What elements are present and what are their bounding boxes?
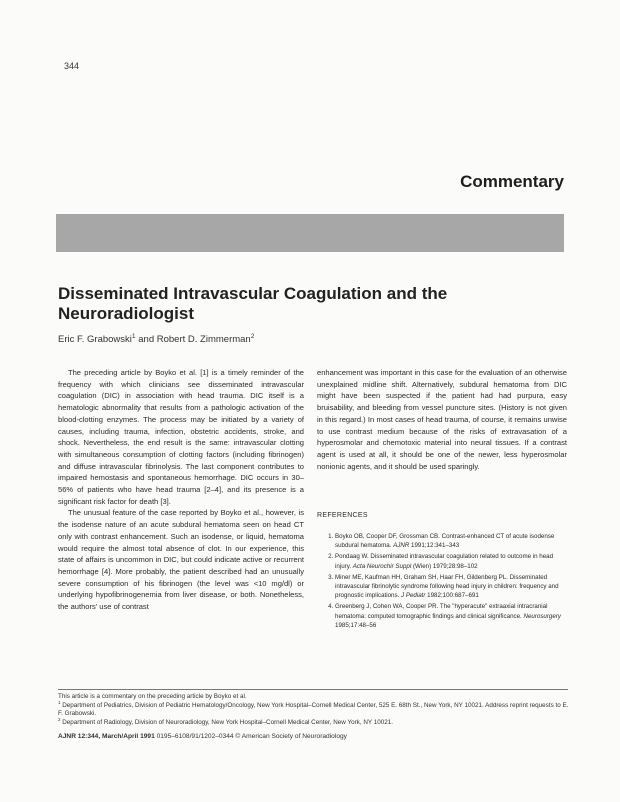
author-2: Robert D. Zimmerman: [156, 334, 251, 345]
references-heading: REFERENCES: [317, 512, 368, 520]
reference-item: 4. Greenberg J, Cohen WA, Cooper PR. The "hyperacute" extraaxial intracranial hematoma: computed tomographic findings and clinical significance. Neurosurgery 1985;17:48–56: [335, 602, 567, 630]
footnote-commentary-note: This article is a commentary on the preceding article by Boyko et al.: [58, 693, 247, 700]
journal-citation: AJNR 12:344, March/April 1991: [58, 733, 155, 740]
footnotes: [58, 693, 570, 727]
body-column-left: [58, 367, 304, 613]
body-paragraph-2: The unusual feature of the case reported by Boyko et al., however, is the isodense nature of an acute subdural hematoma seen on head CT only with contrast enhancement. Such an isodense, or liquid, hematoma would require the almost total absence of clot. In our experience, this state of affairs is uncommon in DIC, but could indicate active or recurrent hemorrhage [4]. More probably, the patient described had an unusually severe consumption of his fibrinogen (the level was <10 mg/dl) or underlying hypofibrinogenemia from liver disease, or both. Nonetheless, the authors' use of contrast: [58, 508, 304, 612]
footnote-affiliation-2: $^2$ Department of Radiology, Division of Neuroradiology, New York Hospital–Cornell Medical Center, New York, NY 10021.: [58, 716, 393, 726]
footnote-divider: [58, 689, 568, 690]
reference-item: 1. Boyko OB, Cooper DF, Grossman CB. Contrast-enhanced CT of acute isodense subdural hematoma. AJNR 1991;12:341–343: [335, 532, 567, 550]
section-label: Commentary: [460, 172, 564, 191]
article-title: Disseminated Intravascular Coagulation and the Neuroradiologist: [58, 284, 448, 323]
body-paragraph-3: enhancement was important in this case for the evaluation of an otherwise unexplained midline shift. Alternatively, subdural hematoma from DIC might have been suspected if the patient had had purpura, easy bruisability, and bleeding from vessel puncture sites. (History is not given in this regard.) In most cases of head trauma, of course, it remains unwise to use contrast medium because of the risks of extravasation of a hyperosmolar and chemotoxic material into neural tissues. If a contrast agent is used at all, it should be one of the newer, less hyperosmolar nonionic agents, and it should be used sparingly.: [317, 368, 567, 471]
author-1-affiliation-mark: 1: [131, 332, 136, 340]
header-band: [56, 214, 564, 252]
page-number: 344: [64, 61, 80, 71]
reference-item: 3. Miner ME, Kaufman HH, Graham SH, Haar FH, Gildenberg PL. Disseminated intravascular fibrinolytic syndrome following head injury in children: frequency and prognostic implications. J Pediatr 1982;100:687–691: [335, 573, 567, 601]
footnote-affiliation-1: $^1$ Department of Pediatrics, Division of Pediatric Hematology/Oncology, New York Hospital–Cornell Medical Center, 525 E. 68th St., New York, NY 10021. Address reprint requests to E. F. Grabowski.: [58, 699, 569, 718]
author-1: Eric F. Grabowski: [58, 334, 132, 345]
journal-copyright: 0195–6108/91/1202–0344 © American Society of Neuroradiology: [154, 733, 347, 740]
author-connector: and: [135, 334, 157, 345]
reference-item: 2. Pondaag W. Disseminated intravascular coagulation related to outcome in head injury. Acta Neurochir Suppl (Wien) 1979;28:98–102: [335, 552, 567, 570]
reference-list: [317, 532, 567, 630]
body-paragraph-1: The preceding article by Boyko et al. [1] is a timely reminder of the frequency with which clinicians see disseminated intravascular coagulation (DIC) in association with head trauma. DIC itself is a hematologic abnormality that results from a pathologic activation of the blood-clotting enzymes. The process may be initiated by a variety of causes, including trauma, infection, obstetric accidents, stroke, and shock. Nevertheless, the end result is the same: intravascular clotting with simultaneous consumption of clotting factors (including fibrinogen) and diffuse intravascular fibrinolysis. The last component contributes to impaired hemostasis and spontaneous hemorrhage. DIC occurs in 30–56% of patients who have head trauma [2–4], and its presence is a significant risk factor for death [3].: [58, 368, 304, 506]
journal-citation-line: [58, 733, 347, 740]
author-line: [58, 334, 254, 345]
body-column-right: [317, 367, 567, 632]
author-2-affiliation-mark: 2: [250, 332, 255, 340]
